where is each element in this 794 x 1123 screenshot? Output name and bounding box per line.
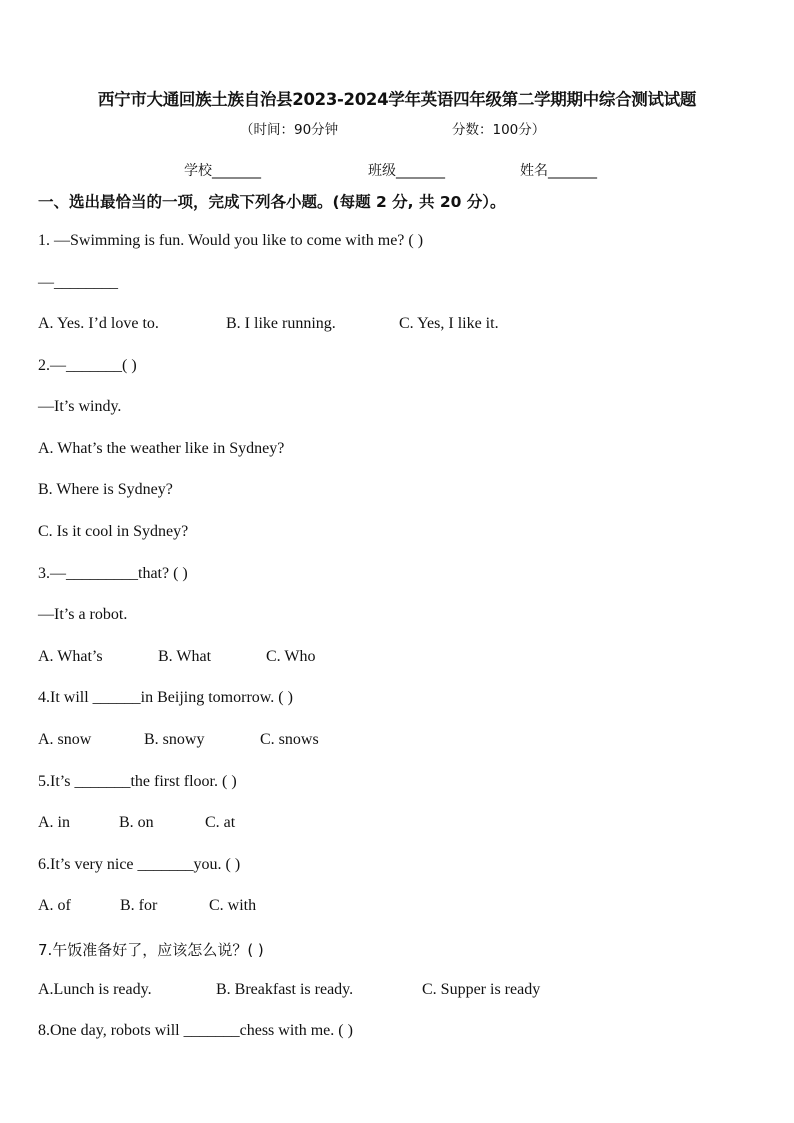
question-4-stem: 4.It will ______in Beijing tomorrow. ( )	[38, 689, 293, 706]
question-1-answer-line: —________	[38, 274, 118, 291]
option-a: A. Yes. I’d love to.	[38, 315, 159, 332]
class-field: 班级_______	[368, 163, 445, 179]
question-6-stem: 6.It’s very nice _______you. ( )	[38, 856, 241, 873]
time-limit: （时间：90分钟	[240, 122, 339, 138]
question-2-stem: 2.—_______( )	[38, 357, 137, 374]
question-2-option-c: C. Is it cool in Sydney?	[38, 523, 189, 540]
question-1-stem: 1. —Swimming is fun. Would you like to come with me? ( )	[38, 232, 424, 249]
option-b: B. on	[119, 814, 154, 831]
option-b: B. I like running.	[226, 315, 336, 332]
question-8-stem: 8.One day, robots will _______chess with me. ( )	[38, 1022, 353, 1039]
option-a: A. in	[38, 814, 70, 831]
option-c: C. with	[209, 897, 257, 914]
question-3-response: —It’s a robot.	[38, 606, 128, 623]
option-c: C. Supper is ready	[422, 981, 541, 998]
question-7-stem: 7.午饭准备好了，应该怎么说？( )	[38, 941, 264, 959]
option-c: C. Who	[266, 648, 316, 665]
total-score: 分数：100分）	[452, 122, 546, 138]
option-b: B. What	[158, 648, 212, 665]
option-b: B. snowy	[144, 731, 205, 748]
school-field: 学校_______	[184, 163, 261, 179]
option-b: B. for	[120, 897, 158, 914]
section-title: 一、选出最恰当的一项，完成下列各小题。(每题 2 分, 共 20 分）。	[38, 193, 506, 211]
name-field: 姓名_______	[520, 163, 597, 179]
option-a: A. of	[38, 897, 71, 914]
option-a: A.Lunch is ready.	[38, 981, 152, 998]
question-2-option-a: A. What’s the weather like in Sydney?	[38, 440, 285, 457]
question-5-stem: 5.It’s _______the first floor. ( )	[38, 773, 237, 790]
question-2-option-b: B. Where is Sydney?	[38, 481, 173, 498]
question-2-response: —It’s windy.	[38, 398, 122, 415]
option-c: C. snows	[260, 731, 319, 748]
option-b: B. Breakfast is ready.	[216, 981, 354, 998]
option-a: A. snow	[38, 731, 92, 748]
option-a: A. What’s	[38, 648, 103, 665]
option-c: C. Yes, I like it.	[399, 315, 499, 332]
option-c: C. at	[205, 814, 236, 831]
question-3-stem: 3.—_________that? ( )	[38, 565, 188, 582]
exam-title: 西宁市大通回族土族自治县2023-2024学年英语四年级第二学期期中综合测试试题	[97, 90, 697, 109]
